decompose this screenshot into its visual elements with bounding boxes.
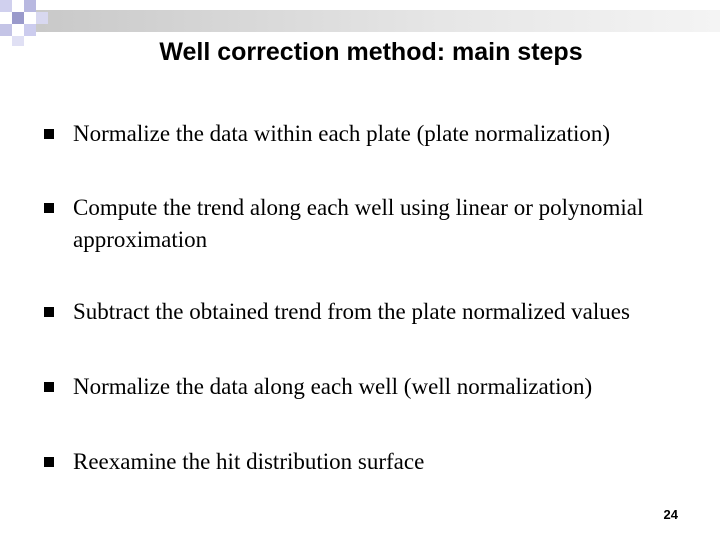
square-bullet-icon [44, 129, 54, 139]
deco-square [12, 0, 24, 12]
bullet-text: Normalize the data along each well (well normalization) [73, 374, 593, 399]
page-number: 24 [663, 507, 678, 522]
bullet-text: Reexamine the hit distribution surface [73, 449, 425, 474]
deco-square [24, 0, 36, 12]
deco-square [12, 24, 24, 36]
header-gray-bar [26, 10, 720, 32]
square-bullet-icon [44, 457, 54, 467]
deco-square [24, 12, 36, 24]
deco-square [0, 0, 12, 12]
deco-square [24, 24, 36, 36]
deco-square [36, 12, 48, 24]
bullet-text: Compute the trend along each well using linear or polynomial approximation [73, 195, 644, 252]
deco-square [0, 24, 12, 36]
deco-square [0, 12, 12, 24]
square-bullet-icon [44, 203, 54, 213]
square-bullet-icon [44, 307, 54, 317]
square-bullet-icon [44, 382, 54, 392]
bullet-text: Subtract the obtained trend from the plate normalized values [73, 299, 630, 324]
deco-square [12, 12, 24, 24]
slide-title: Well correction method: main steps [159, 38, 583, 66]
bullet-text: Normalize the data within each plate (plate normalization) [73, 121, 611, 146]
